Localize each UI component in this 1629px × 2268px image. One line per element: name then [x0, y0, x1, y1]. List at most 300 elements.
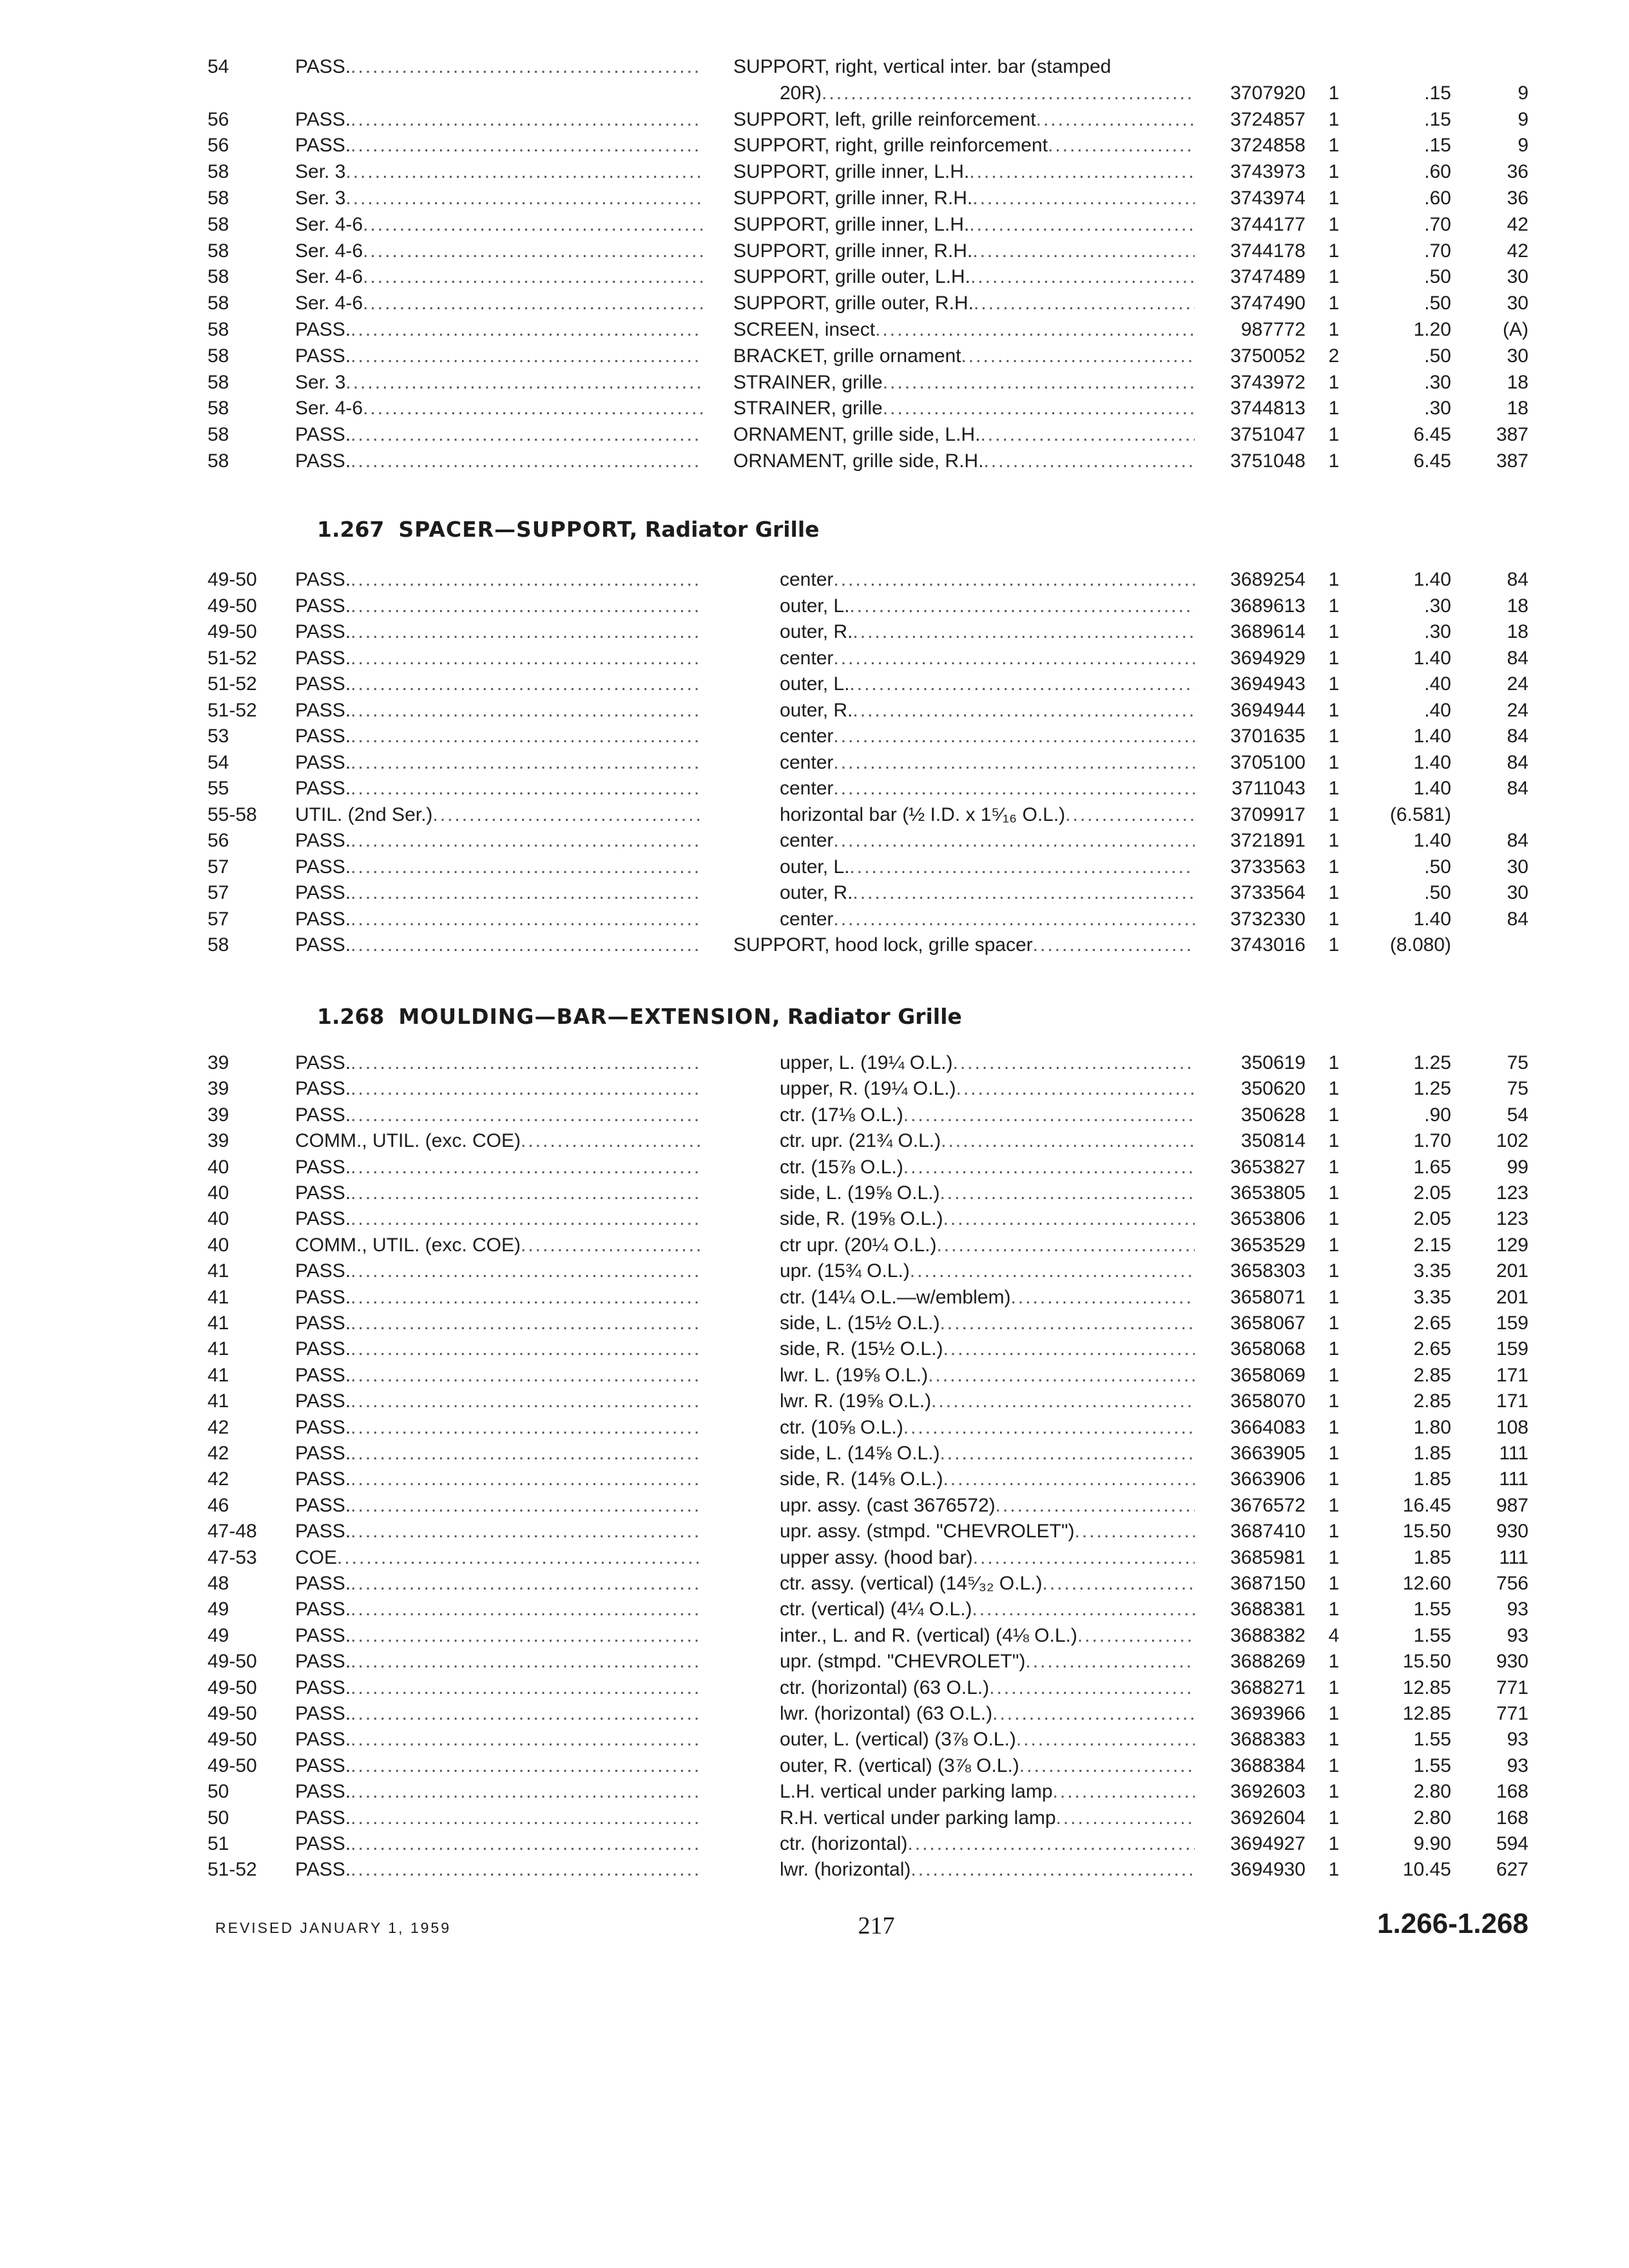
dot-leader — [351, 1285, 702, 1311]
model-cell — [295, 567, 702, 593]
quantity-cell: 1 — [1328, 1416, 1340, 1438]
year-cell: 51-52 — [207, 699, 257, 721]
model-cell-text: PASS. — [295, 882, 351, 903]
description-cell-text: upper, L. (19¼ O.L.) — [780, 1052, 953, 1073]
quantity-cell: 1 — [1328, 1729, 1340, 1751]
table-row — [0, 776, 1629, 802]
description-cell — [733, 343, 1195, 369]
price-cell: 12.85 — [1402, 1677, 1451, 1698]
model-cell — [295, 133, 702, 159]
dot-leader — [911, 1857, 1195, 1883]
model-cell — [295, 1545, 702, 1571]
dot-leader — [351, 724, 702, 749]
weight-cell: 18 — [1507, 371, 1528, 393]
description-cell — [780, 1779, 1195, 1805]
description-cell — [733, 291, 1195, 316]
description-cell — [780, 776, 1195, 802]
description-cell — [780, 1857, 1195, 1883]
model-cell — [295, 1180, 702, 1206]
price-cell: 1.65 — [1413, 1156, 1451, 1178]
year-cell: 41 — [207, 1390, 229, 1412]
quantity-cell: 1 — [1328, 424, 1340, 446]
part-number-cell: 3685981 — [1230, 1546, 1306, 1568]
description-cell-text: outer, L. (vertical) (3⅞ O.L.) — [780, 1729, 1016, 1751]
description-cell — [780, 1155, 1195, 1180]
model-cell — [295, 1155, 702, 1180]
year-cell: 41 — [207, 1338, 229, 1360]
dot-leader — [1025, 1649, 1195, 1675]
price-cell: 2.85 — [1413, 1364, 1451, 1386]
description-cell-text: STRAINER, grille — [733, 398, 883, 419]
weight-cell: 24 — [1507, 699, 1528, 721]
part-number-cell: 3663905 — [1230, 1443, 1306, 1464]
year-cell: 41 — [207, 1260, 229, 1282]
model-cell-text: PASS. — [295, 726, 351, 747]
dot-leader — [351, 1076, 702, 1102]
weight-cell: 24 — [1507, 673, 1528, 695]
model-cell — [295, 1753, 702, 1779]
part-number-cell: 350619 — [1240, 1052, 1306, 1073]
description-cell-text: center — [780, 830, 834, 851]
year-cell: 50 — [207, 1807, 229, 1829]
model-cell — [295, 1519, 702, 1544]
description-cell-text: center — [780, 647, 834, 669]
dot-leader — [521, 1233, 702, 1258]
dot-leader — [1036, 107, 1195, 133]
quantity-cell: 1 — [1328, 266, 1340, 288]
description-cell — [780, 567, 1195, 593]
description-cell-text: upper, R. (19¼ O.L.) — [780, 1078, 956, 1100]
year-cell: 46 — [207, 1494, 229, 1516]
part-number-cell: 3653827 — [1230, 1156, 1306, 1178]
model-cell-text: PASS. — [295, 1468, 351, 1490]
section-1267-subtitle: Radiator Grille — [644, 517, 820, 542]
section-1267-name: SPACER—SUPPORT, — [398, 517, 639, 542]
dot-leader — [351, 1649, 702, 1675]
dot-leader — [996, 1493, 1195, 1519]
year-cell: 53 — [207, 726, 229, 747]
section-1267-heading — [317, 515, 820, 544]
quantity-cell: 1 — [1328, 161, 1340, 183]
year-cell: 42 — [207, 1443, 229, 1464]
year-cell: 39 — [207, 1104, 229, 1126]
quantity-cell: 1 — [1328, 882, 1340, 903]
dot-leader — [1016, 1727, 1195, 1753]
dot-leader — [351, 854, 702, 880]
dot-leader — [351, 1701, 702, 1727]
dot-leader — [943, 1466, 1195, 1492]
year-cell: 51-52 — [207, 673, 257, 695]
description-cell — [780, 698, 1195, 724]
description-cell-text: ctr. upr. (21¾ O.L.) — [780, 1130, 941, 1152]
description-cell-text: outer, R. — [780, 621, 853, 642]
dot-leader — [943, 1206, 1195, 1232]
weight-cell: 99 — [1507, 1156, 1528, 1178]
weight-cell: 93 — [1507, 1599, 1528, 1620]
dot-leader — [351, 107, 702, 133]
table-row — [0, 448, 1629, 474]
table-row — [0, 932, 1629, 958]
weight-cell — [1458, 54, 1528, 80]
description-cell-text: inter., L. and R. (vertical) (4⅛ O.L.) — [780, 1624, 1077, 1646]
quantity-cell: 1 — [1328, 213, 1340, 235]
quantity-cell: 1 — [1328, 1677, 1340, 1698]
model-cell-text: PASS. — [295, 1364, 351, 1386]
model-cell-text: PASS. — [295, 135, 351, 157]
description-cell: SUPPORT, right, vertical inter. bar (stamped — [733, 56, 1112, 77]
dot-leader — [940, 1180, 1195, 1206]
model-cell-text: PASS. — [295, 345, 351, 367]
part-number-cell: 3743972 — [1230, 371, 1306, 393]
table-row — [0, 370, 1629, 396]
dot-leader — [940, 1311, 1195, 1336]
model-cell-text: UTIL. (2nd Ser.) — [295, 803, 433, 825]
dot-leader — [853, 880, 1195, 906]
weight-cell: 201 — [1496, 1286, 1528, 1308]
description-cell — [780, 828, 1195, 854]
quantity-cell: 1 — [1328, 319, 1340, 340]
part-number-cell: 3694927 — [1230, 1833, 1306, 1854]
weight-cell: 84 — [1507, 908, 1528, 930]
part-number-cell: 3751047 — [1230, 424, 1306, 446]
dot-leader — [903, 1415, 1195, 1441]
year-cell: 40 — [207, 1182, 229, 1204]
price-cell: .50 — [1424, 293, 1451, 314]
weight-cell: 111 — [1499, 1546, 1528, 1568]
description-cell — [780, 81, 1195, 106]
price-cell: 1.40 — [1413, 751, 1451, 773]
part-number-cell: 3658070 — [1230, 1390, 1306, 1412]
part-number-cell: 350620 — [1240, 1078, 1306, 1100]
price-cell: 1.85 — [1413, 1468, 1451, 1490]
quantity-cell: 1 — [1328, 908, 1340, 930]
weight-cell: 171 — [1496, 1364, 1528, 1386]
part-number-cell: 3744178 — [1230, 240, 1306, 262]
quantity-cell: 1 — [1328, 82, 1340, 104]
dot-leader — [1053, 1779, 1195, 1805]
price-cell: .50 — [1424, 266, 1451, 288]
price-cell: 1.80 — [1413, 1416, 1451, 1438]
model-cell — [295, 1336, 702, 1362]
model-cell — [295, 671, 702, 697]
description-cell-text: side, L. (14⅝ O.L.) — [780, 1443, 940, 1464]
dot-leader — [1075, 1519, 1195, 1544]
table-row — [0, 1753, 1629, 1779]
model-cell-text: PASS. — [295, 1754, 351, 1776]
description-cell-text: SUPPORT, grille inner, R.H. — [733, 187, 973, 209]
table-row — [0, 724, 1629, 749]
quantity-cell: 1 — [1328, 1286, 1340, 1308]
year-cell: 55 — [207, 778, 229, 799]
part-number-cell: 3653529 — [1230, 1234, 1306, 1256]
revised-date: REVISED JANUARY 1, 1959 — [215, 1919, 452, 1936]
dot-leader — [910, 1258, 1195, 1284]
table-row — [0, 1857, 1629, 1883]
description-cell — [733, 212, 1195, 238]
dot-leader — [351, 1363, 702, 1389]
table-row — [0, 593, 1629, 619]
dot-leader — [883, 396, 1195, 421]
price-cell: 2.80 — [1413, 1807, 1451, 1829]
description-cell — [780, 1206, 1195, 1232]
price-cell: 6.45 — [1413, 424, 1451, 446]
dot-leader — [363, 396, 702, 421]
quantity-cell: 1 — [1328, 1078, 1340, 1100]
description-cell-text: side, R. (14⅝ O.L.) — [780, 1468, 943, 1490]
year-cell: 41 — [207, 1312, 229, 1334]
description-cell-text: ctr. (vertical) (4¼ O.L.) — [780, 1599, 972, 1620]
model-cell — [295, 1466, 702, 1492]
model-cell-text: PASS. — [295, 1416, 351, 1438]
dot-leader — [973, 1545, 1195, 1571]
weight-cell: 756 — [1496, 1573, 1528, 1594]
quantity-cell: 1 — [1328, 726, 1340, 747]
price-cell: .60 — [1424, 187, 1451, 209]
quantity-cell: 1 — [1328, 1651, 1340, 1673]
description-cell — [780, 724, 1195, 749]
price-cell: 9.90 — [1413, 1833, 1451, 1854]
quantity-cell: 1 — [1328, 1807, 1340, 1829]
model-cell — [295, 854, 702, 880]
description-cell-text: horizontal bar (½ I.D. x 1⁵⁄₁₆ O.L.) — [780, 803, 1066, 825]
weight-cell: 168 — [1496, 1781, 1528, 1803]
weight-cell: 108 — [1496, 1416, 1528, 1438]
dot-leader — [941, 1128, 1195, 1154]
part-number-cell: 3687150 — [1230, 1573, 1306, 1594]
dot-leader — [351, 1623, 702, 1649]
part-number-cell: 3751048 — [1230, 450, 1306, 472]
price-cell: 1.55 — [1413, 1754, 1451, 1776]
description-cell — [733, 317, 1195, 343]
description-cell-text: 20R) — [780, 82, 822, 104]
weight-cell: 771 — [1496, 1703, 1528, 1724]
price-cell: 2.85 — [1413, 1390, 1451, 1412]
table-row — [0, 1831, 1629, 1857]
year-cell: 58 — [207, 934, 229, 956]
model-cell — [295, 1389, 702, 1414]
dot-leader — [1010, 1285, 1195, 1311]
weight-cell: 30 — [1507, 345, 1528, 367]
table-row — [0, 802, 1629, 828]
year-cell: 47-48 — [207, 1521, 257, 1542]
model-cell-text: Ser. 3 — [295, 161, 346, 183]
model-cell-text: PASS. — [295, 1494, 351, 1516]
quantity-cell: 1 — [1328, 621, 1340, 642]
dot-leader — [351, 1180, 702, 1206]
dot-leader — [351, 317, 702, 343]
model-cell — [295, 264, 702, 290]
year-cell: 58 — [207, 371, 229, 393]
table-row — [0, 1701, 1629, 1727]
description-cell — [780, 1571, 1195, 1597]
dot-leader — [351, 1779, 702, 1805]
year-cell: 58 — [207, 187, 229, 209]
table-row — [0, 1363, 1629, 1389]
model-cell — [295, 212, 702, 238]
description-cell — [780, 1336, 1195, 1362]
model-cell — [295, 1597, 702, 1622]
table-row — [0, 1336, 1629, 1362]
quantity-cell: 1 — [1328, 1599, 1340, 1620]
dot-leader — [970, 264, 1195, 290]
year-cell: 56 — [207, 135, 229, 157]
part-number-cell: 3688384 — [1230, 1754, 1306, 1776]
model-cell — [295, 317, 702, 343]
dot-leader — [1019, 1753, 1195, 1779]
year-cell: 49-50 — [207, 621, 257, 642]
dot-leader — [351, 1466, 702, 1492]
section-1267-number: 1.267 — [317, 517, 385, 542]
price-cell: 2.65 — [1413, 1312, 1451, 1334]
description-cell-text: center — [780, 908, 834, 930]
year-cell: 49-50 — [207, 569, 257, 590]
model-cell-text: PASS. — [295, 1052, 351, 1073]
weight-cell: 123 — [1496, 1182, 1528, 1204]
weight-cell: 930 — [1496, 1521, 1528, 1542]
model-cell — [295, 1311, 702, 1336]
price-cell: 1.25 — [1413, 1078, 1451, 1100]
model-cell — [295, 724, 702, 749]
table-row — [0, 1050, 1629, 1076]
part-number-cell: 3701635 — [1230, 726, 1306, 747]
dot-leader — [903, 1102, 1195, 1128]
table-row — [0, 317, 1629, 343]
description-cell-text: outer, L. — [780, 595, 850, 617]
table-row — [0, 567, 1629, 593]
weight-cell: 159 — [1496, 1312, 1528, 1334]
table-row — [0, 1597, 1629, 1622]
price-cell: 1.40 — [1413, 778, 1451, 799]
price-cell: .40 — [1424, 699, 1451, 721]
quantity-cell: 1 — [1328, 673, 1340, 695]
dot-leader — [972, 1597, 1195, 1622]
dot-leader — [351, 343, 702, 369]
description-cell — [780, 1180, 1195, 1206]
price-cell: .50 — [1424, 856, 1451, 878]
dot-leader — [833, 776, 1195, 802]
quantity-cell: 1 — [1328, 1260, 1340, 1282]
model-cell-text: PASS. — [295, 699, 351, 721]
year-cell: 58 — [207, 319, 229, 340]
quantity-cell: 1 — [1328, 1234, 1340, 1256]
weight-cell: 93 — [1507, 1754, 1528, 1776]
description-cell — [780, 1727, 1195, 1753]
model-cell-text: PASS. — [295, 319, 351, 340]
section-1268-number: 1.268 — [317, 1004, 385, 1029]
quantity-cell: 4 — [1328, 1624, 1340, 1646]
model-cell — [295, 1493, 702, 1519]
model-cell-text: PASS. — [295, 595, 351, 617]
quantity-cell: 1 — [1328, 595, 1340, 617]
part-number-cell: 3709917 — [1230, 803, 1306, 825]
year-cell: 39 — [207, 1078, 229, 1100]
model-cell — [295, 802, 702, 828]
description-cell-text: outer, R. — [780, 882, 853, 903]
description-cell-text: upr. assy. (stmpd. "CHEVROLET") — [780, 1521, 1075, 1542]
weight-cell: 171 — [1496, 1390, 1528, 1412]
description-cell-text: BRACKET, grille ornament — [733, 345, 961, 367]
dot-leader — [943, 1336, 1195, 1362]
table-row — [0, 81, 1629, 106]
description-cell — [733, 422, 1195, 448]
quantity-cell: 1 — [1328, 1182, 1340, 1204]
description-cell — [780, 1831, 1195, 1857]
quantity-cell: 1 — [1328, 1052, 1340, 1073]
table-row — [0, 1649, 1629, 1675]
dot-leader — [351, 1831, 702, 1857]
model-cell-text: PASS. — [295, 1156, 351, 1178]
dot-leader — [351, 1415, 702, 1441]
dot-leader — [521, 1128, 702, 1154]
dot-leader — [351, 776, 702, 802]
part-number-cell: 3724857 — [1230, 108, 1306, 130]
description-cell — [780, 1258, 1195, 1284]
weight-cell — [1458, 802, 1528, 828]
dot-leader — [1065, 802, 1195, 828]
quantity-cell: 1 — [1328, 1443, 1340, 1464]
model-cell — [295, 1831, 702, 1857]
model-cell-text: PASS. — [295, 1677, 351, 1698]
dot-leader — [351, 1050, 702, 1076]
price-cell: .50 — [1424, 345, 1451, 367]
quantity-cell: 1 — [1328, 1494, 1340, 1516]
part-number-cell: 3721891 — [1230, 830, 1306, 851]
weight-cell: 42 — [1507, 213, 1528, 235]
model-cell — [295, 186, 702, 211]
price-cell: 15.50 — [1402, 1521, 1451, 1542]
part-number-cell: 3747490 — [1230, 293, 1306, 314]
dot-leader — [351, 828, 702, 854]
dot-leader — [351, 1336, 702, 1362]
quantity-cell: 1 — [1328, 1130, 1340, 1152]
table-row — [0, 1102, 1629, 1128]
description-cell-text: outer, L. — [780, 856, 850, 878]
description-cell-text: R.H. vertical under parking lamp — [780, 1807, 1056, 1829]
description-cell — [780, 1102, 1195, 1128]
dot-leader — [822, 81, 1195, 106]
model-cell — [295, 1571, 702, 1597]
model-cell — [295, 343, 702, 369]
part-number-cell — [1200, 54, 1306, 80]
part-number-cell: 3653805 — [1230, 1182, 1306, 1204]
model-cell-text: PASS. — [295, 1312, 351, 1334]
model-cell — [295, 370, 702, 396]
table-row — [0, 671, 1629, 697]
dot-leader — [833, 907, 1195, 932]
year-cell: 58 — [207, 345, 229, 367]
model-cell — [295, 238, 702, 264]
dot-leader — [969, 212, 1195, 238]
model-cell — [295, 1128, 702, 1154]
model-cell-text: PASS. — [295, 621, 351, 642]
model-cell-text: Ser. 4-6 — [295, 266, 363, 288]
table-row — [0, 107, 1629, 133]
table-row — [0, 212, 1629, 238]
description-cell — [733, 133, 1195, 159]
description-cell-text: center — [780, 726, 834, 747]
description-cell — [780, 1623, 1195, 1649]
weight-cell: 84 — [1507, 569, 1528, 590]
model-cell — [295, 1779, 702, 1805]
dot-leader — [351, 448, 702, 474]
year-cell: 57 — [207, 856, 229, 878]
dot-leader — [351, 1675, 702, 1701]
model-cell — [295, 907, 702, 932]
dot-leader — [972, 186, 1195, 211]
table-row — [0, 1285, 1629, 1311]
model-cell — [295, 54, 702, 80]
part-number-cell: 3711043 — [1231, 778, 1306, 799]
